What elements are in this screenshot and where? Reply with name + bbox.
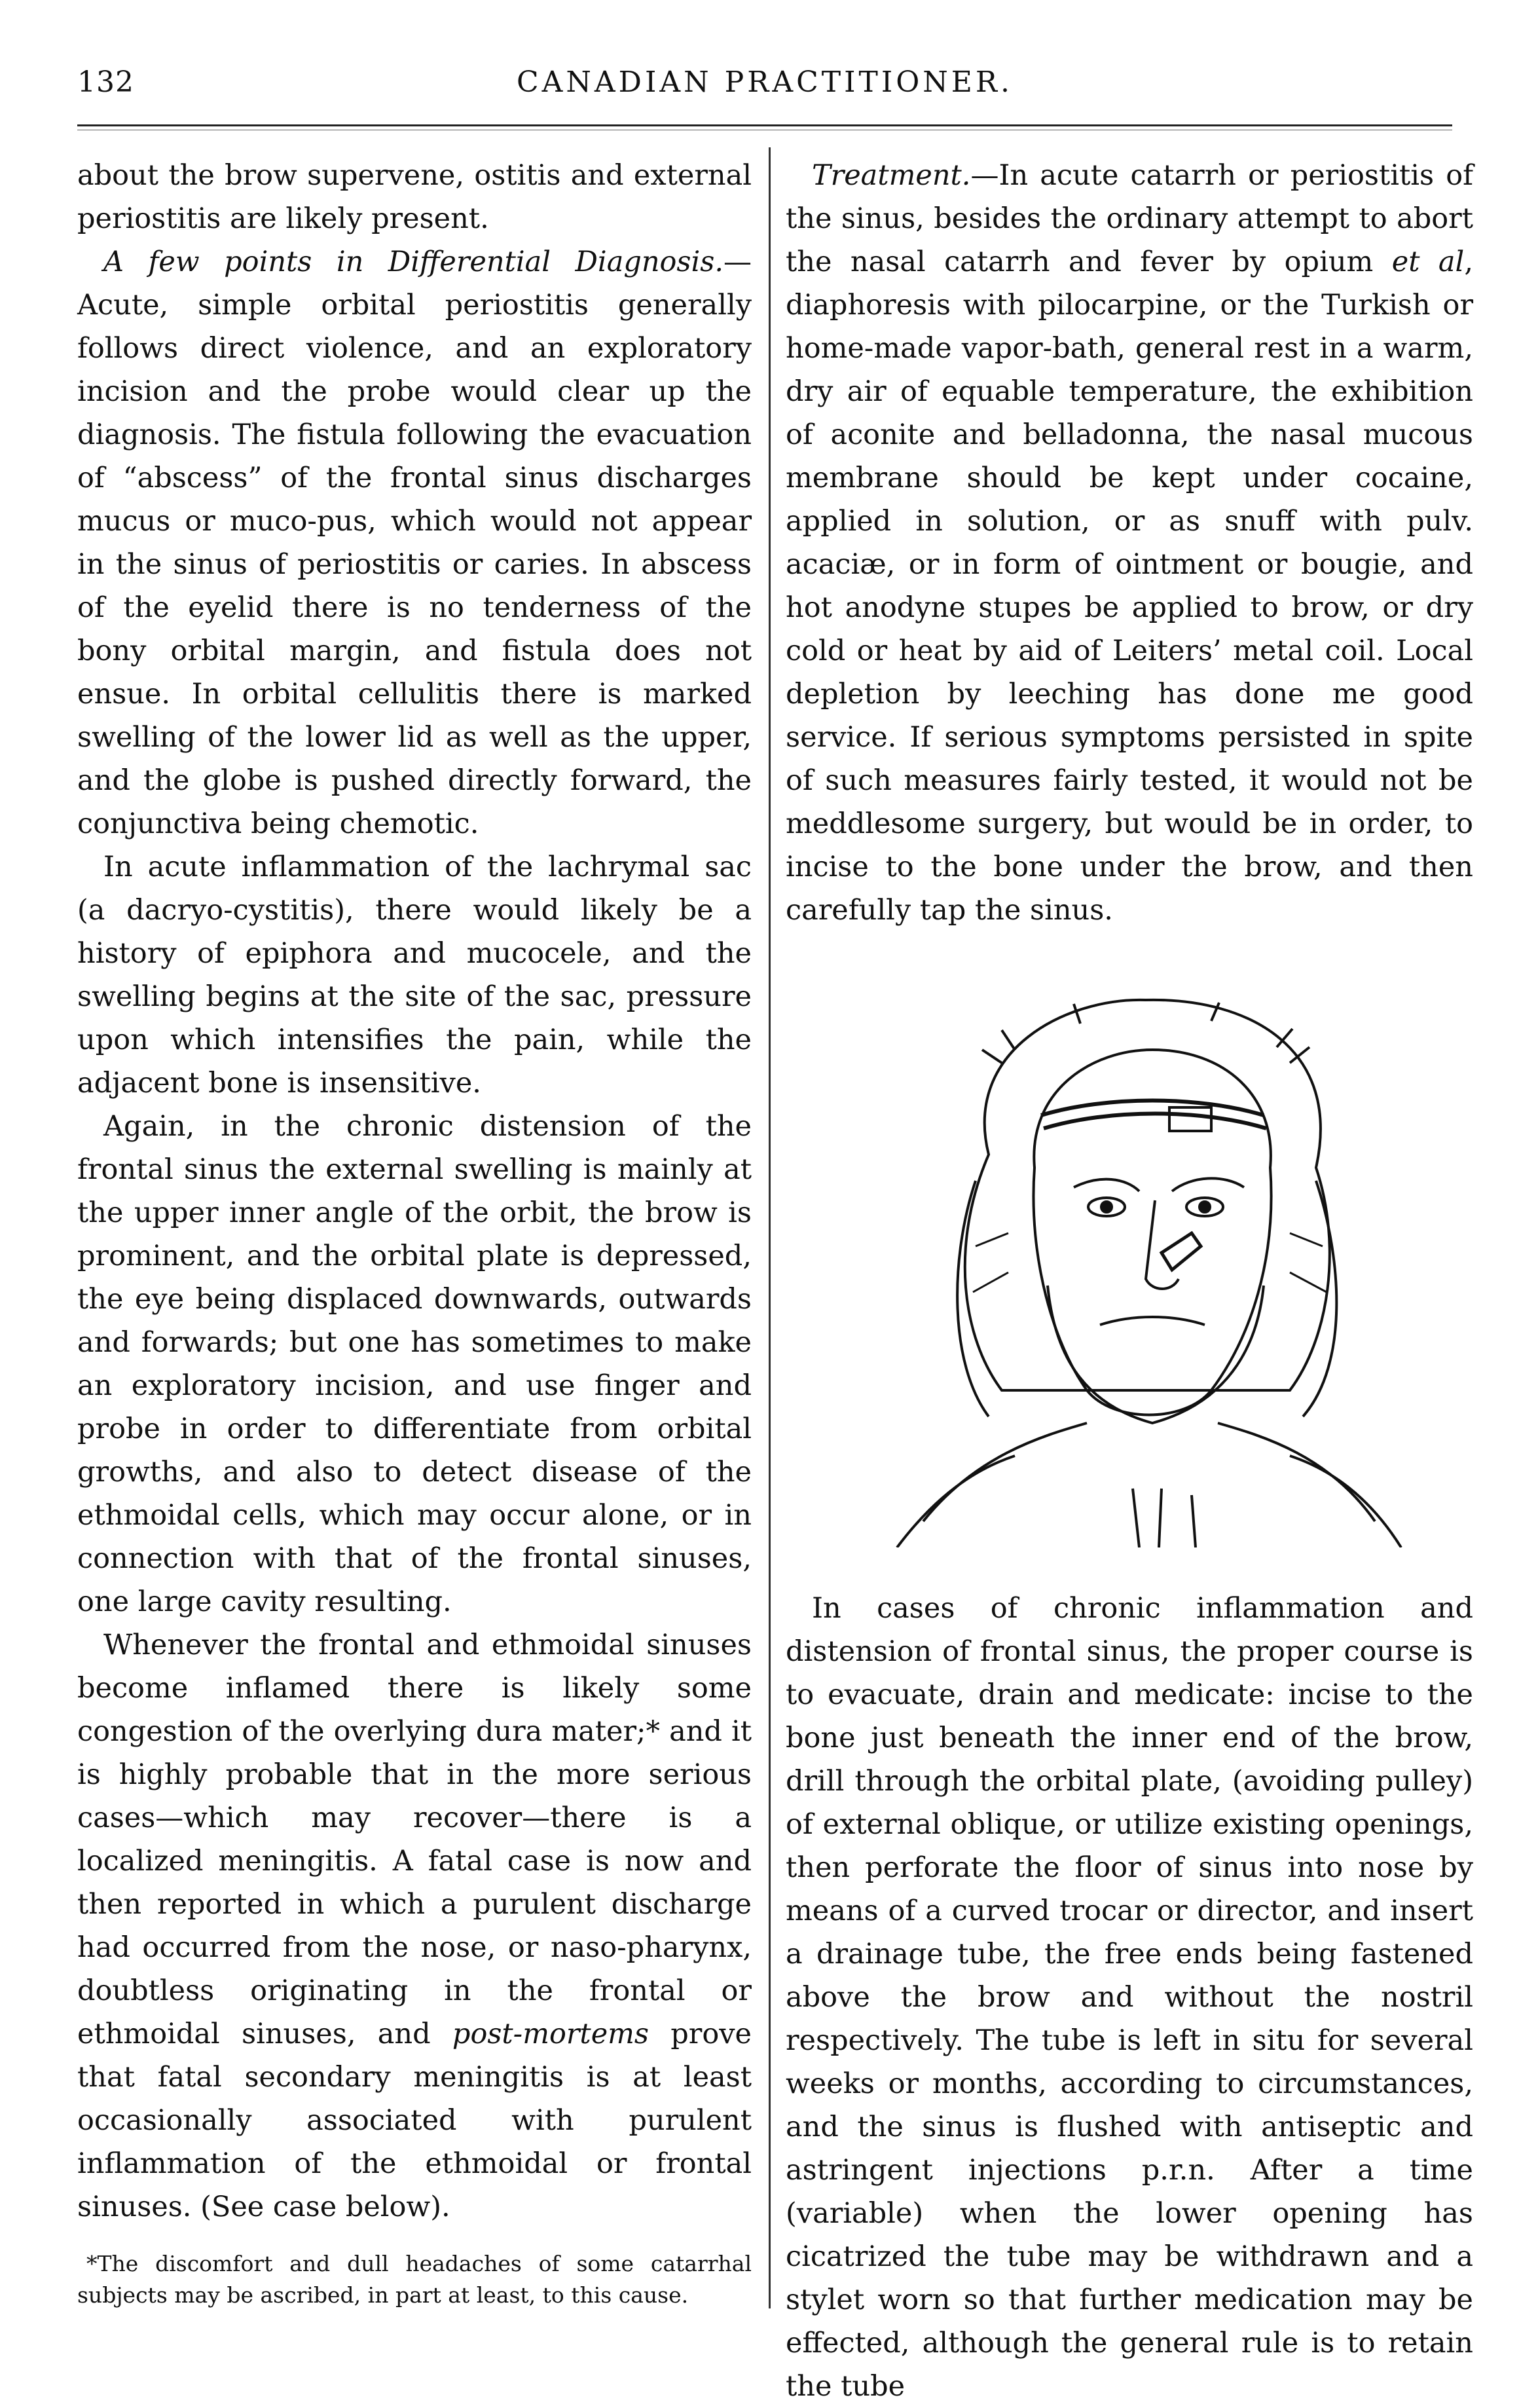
- footnote: *The discomfort and dull headaches of some catarrhal subjects may be ascribed, in part at least, to this cause.: [77, 2251, 752, 2308]
- treatment-text-b: , diaphoresis with pilocarpine, or the Turkish or home-made vapor-bath, general rest in a warm, dry air of equable temperature, the exhibition of aconite and belladonna, the nasal mucous membrane should be kept under cocaine, applied in solution, or as snuff with pulv. acaciæ, or in form of ointment or bougie, and hot anodyne stupes be applied to brow, or dry cold or heat by aid of Leiters’ metal coil. Local depletion by leeching has done me good service. If serious symptoms persisted in spite of such measures fairly tested, it would not be meddlesome surgery, but would be in order, to incise to the bone under the brow, and then carefully tap the sinus.: [786, 246, 1473, 927]
- running-title: CANADIAN PRACTITIONER.: [516, 65, 1014, 99]
- paragraph-chronic-distension: Again, in the chronic distension of the frontal sinus the external swelling is mainly at the upper inner angle of the orbit, the brow is prominent, and the orbital plate is depressed, the eye being displaced downwards, outwards and forwards; but one has sometimes to make an exploratory incision, and use finger and probe in order to differentiate from orbital growths, and also to detect disease of the ethmoidal cells, which may occur alone, or in connection with that of the frontal sinuses, one large cavity resulting.: [77, 1110, 752, 1618]
- paragraph-lachrymal-sac: In acute inflammation of the lachrymal sac (a dacryo-cystitis), there would likely be a history of epiphora and mucocele, and the swelling begins at the site of the sac, pressure upon which intensifies the pain, while the adjacent bone is insensitive.: [77, 851, 752, 1100]
- paragraph-meningitis: [77, 1623, 752, 2229]
- et-al-italic: et al: [1391, 246, 1465, 278]
- meningitis-text-a: Whenever the frontal and ethmoidal sinuses become inflamed there is likely some congestion of the overlying dura mater;* and it is highly probable that in the more serious cases—which may recover—there is a localized meningitis. A fatal case is now and then reported in which a purulent discharge had occurred from the nose, or naso-pharynx, doubtless originating in the frontal or ethmoidal sinuses, and: [77, 1629, 752, 2050]
- paragraph-continuation: about the brow supervene, ostitis and external periostitis are likely present.: [77, 159, 752, 235]
- paragraph-differential-diagnosis: [77, 240, 752, 845]
- header-rule: [77, 124, 1452, 126]
- engraved-portrait-illustration-icon: [812, 971, 1480, 1547]
- portrait-illustration: [812, 971, 1480, 1547]
- paragraph-chronic-inflammation: In cases of chronic inflammation and distension of frontal sinus, the proper course is to evacuate, drain and medicate: incise to the bone just beneath the inner end of the brow, drill through the orbital plate, (avoiding pulley) of external oblique, or utilize existing openings, then perforate the floor of sinus into nose by means of a curved trocar or director, and insert a drainage tube, the free ends being fastened above the brow and without the nostril respectively. The tube is left in situ for several weeks or months, according to circumstances, and the sinus is flushed with antiseptic and astringent injections p.r.n. After a time (variable) when the lower opening has cicatrized the tube may be withdrawn and a stylet worn so that further medication may be effected, although the general rule is to retain the tube: [786, 1592, 1473, 2403]
- paragraph-treatment: [786, 154, 1473, 932]
- section-heading-treatment: Treatment.: [812, 159, 971, 192]
- left-column: [77, 154, 752, 2311]
- post-mortems-italic: post-mortems: [452, 2018, 649, 2050]
- meningitis-text-b: prove that fatal secondary meningitis is at least occasionally associated with purulent inflammation of the ethmoidal or frontal sinuses. (See case below).: [77, 2018, 752, 2223]
- treatment-text-a: —In acute catarrh or periostitis of the sinus, besides the ordinary attempt to abort the nasal catarrh and fever by opium: [786, 159, 1473, 278]
- column-divider: [769, 147, 771, 2308]
- page-number: 132: [77, 65, 134, 99]
- page-header: [77, 65, 1452, 111]
- right-column: [786, 154, 1473, 2408]
- section-heading-differential-diagnosis: A few points in Differential Diagnosis.: [103, 246, 723, 278]
- differential-diagnosis-text: — Acute, simple orbital periostitis generally follows direct violence, and an exploratory incision and the probe would clear up the diagnosis. The fistula following the evacuation of “abscess” of the frontal sinus discharges mucus or muco-pus, which would not appear in the sinus of periostitis or caries. In abscess of the eyelid there is no tenderness of the bony orbital margin, and fistula does not ensue. In orbital cellulitis there is marked swelling of the lower lid as well as the upper, and the globe is pushed directly forward, the conjunctiva being chemotic.: [77, 246, 752, 840]
